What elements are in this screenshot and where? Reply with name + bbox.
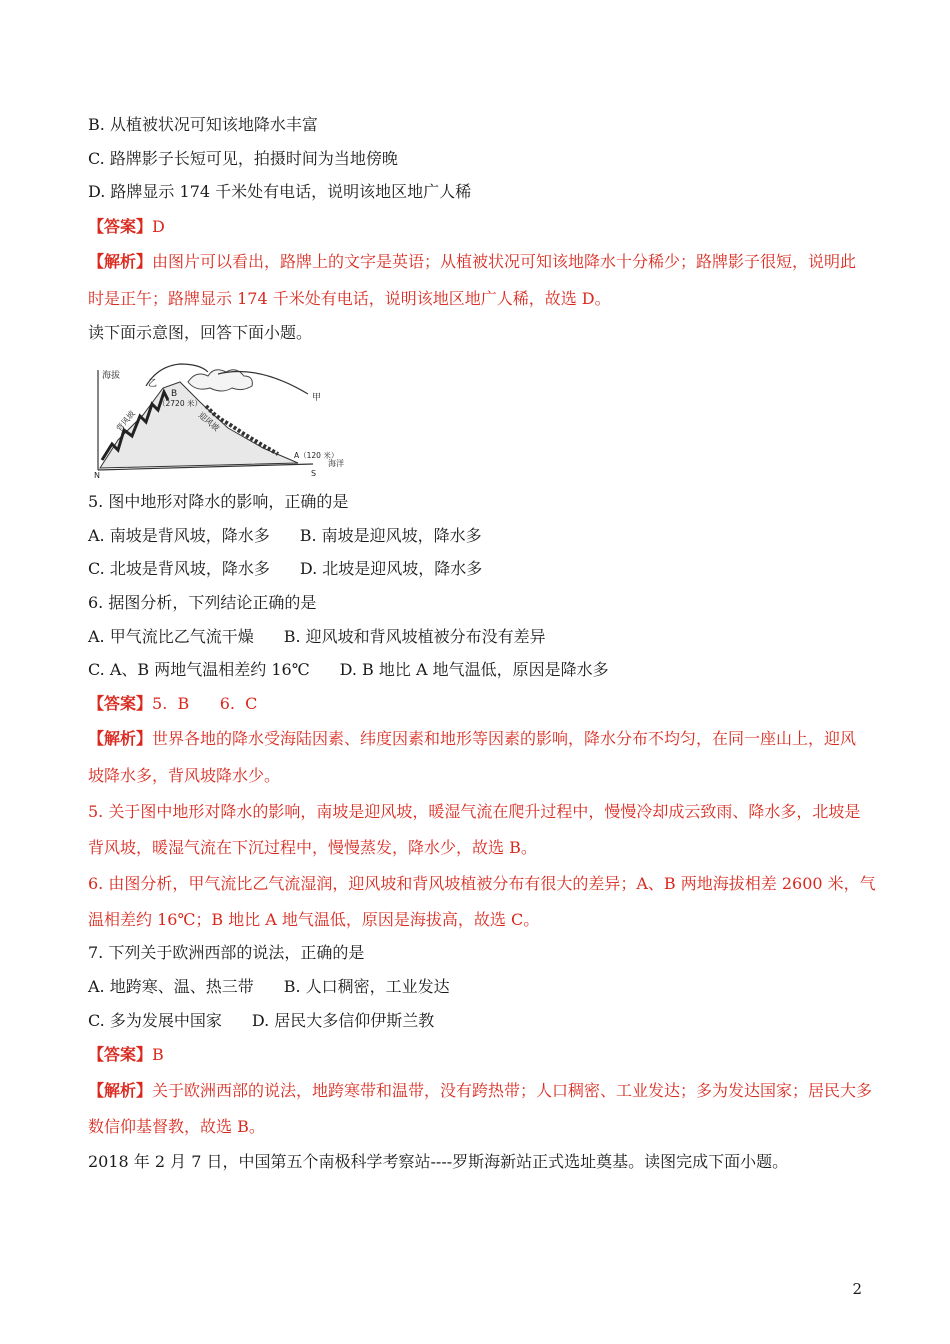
windward-slope-label: 迎风坡 (196, 410, 221, 433)
y-axis-label: 海拔 (102, 371, 121, 381)
answer-text: 5. B 6. C (152, 694, 258, 713)
analysis-6-line-2: 温相差约 16℃；B 地比 A 地气温低，原因是海拔高，故选 C。 (88, 910, 540, 929)
point-a-label: A（120 米） (294, 451, 339, 460)
analysis-7-line-2: 数信仰基督教，故选 B。 (88, 1117, 265, 1136)
analysis-tag: 【解析】 (88, 1081, 153, 1100)
mountain-shape (100, 382, 298, 468)
question-7-option-c: C. 多为发展中国家 (88, 1011, 222, 1030)
answer-tag: 【答案】 (88, 694, 153, 713)
answer-text: D (152, 217, 165, 236)
north-label: N (94, 471, 100, 478)
question-7-options-cd (88, 1010, 434, 1032)
question-7-option-b: B. 人口稠密，工业发达 (283, 977, 450, 996)
answer-5-6 (88, 693, 257, 715)
question-7-option-a: A. 地跨寒、温、热三带 (88, 977, 254, 996)
question-6-option-c: C. A、B 两地气温相差约 16℃ (88, 660, 310, 679)
analysis-4-line-2: 时是正午；路牌显示 174 千米处有电话，说明该地区地广人稀，故选 D。 (88, 289, 611, 308)
analysis-text: 世界各地的降水受海陆因素、纬度因素和地形等因素的影响，降水分布不均匀，在同一座山上，迎风 (152, 729, 857, 748)
peak-label: B (171, 389, 178, 399)
wind-jia-label: 甲 (312, 393, 322, 403)
question-6-stem: 6. 据图分析，下列结论正确的是 (88, 593, 317, 612)
question-4-option-b: B. 从植被状况可知该地降水丰富 (88, 115, 318, 134)
question-6-option-a: A. 甲气流比乙气流干燥 (88, 627, 254, 646)
question-5-options-ab (88, 525, 482, 547)
south-label: S (311, 469, 317, 478)
analysis-text: 关于欧洲西部的说法，地跨寒带和温带，没有跨热带；人口稠密、工业发达；多为发达国家；居民大多 (152, 1081, 873, 1100)
answer-7 (88, 1044, 164, 1066)
analysis-tag: 【解析】 (88, 729, 153, 748)
page-number: 2 (852, 1280, 862, 1298)
answer-4 (88, 216, 165, 238)
answer-tag: 【答案】 (88, 1045, 153, 1064)
question-6-option-b: B. 迎风坡和背风坡植被分布没有差异 (283, 627, 546, 646)
analysis-7-line-1 (88, 1080, 872, 1102)
question-7-option-d: D. 居民大多信仰伊斯兰教 (251, 1011, 435, 1030)
question-5-option-c: C. 北坡是背风坡，降水多 (88, 559, 270, 578)
answer-text: B (152, 1045, 164, 1064)
question-7-options-ab (88, 976, 450, 998)
question-5-option-a: A. 南坡是背风坡，降水多 (88, 526, 270, 545)
question-4-option-c: C. 路牌影子长短可见，拍摄时间为当地傍晚 (88, 149, 398, 168)
analysis-5-line-1: 5. 关于图中地形对降水的影响，南坡是迎风坡，暖湿气流在爬升过程中，慢慢冷却成云致雨、降水多，北坡是 (88, 802, 861, 821)
question-5-option-b: B. 南坡是迎风坡，降水多 (299, 526, 482, 545)
analysis-5-6-line-1 (88, 728, 856, 750)
question-6-options-cd (88, 659, 609, 681)
answer-tag: 【答案】 (88, 217, 153, 236)
leeward-slope-label: 背风坡 (114, 409, 137, 434)
intro-next-questions: 2018 年 2 月 7 日，中国第五个南极科学考察站----罗斯海新站正式选址奠基。读图完成下面小题。 (88, 1152, 789, 1171)
analysis-5-6-line-2: 坡降水多，背风坡降水少。 (88, 766, 281, 785)
question-5-stem: 5. 图中地形对降水的影响，正确的是 (88, 492, 349, 511)
question-5-option-d: D. 北坡是迎风坡，降水多 (299, 559, 483, 578)
question-7-stem: 7. 下列关于欧洲西部的说法，正确的是 (88, 943, 365, 962)
wind-yi-label: 乙 (148, 379, 158, 389)
mountain-diagram (88, 360, 360, 478)
question-6-options-ab (88, 626, 546, 648)
analysis-text: 由图片可以看出，路牌上的文字是英语；从植被状况可知该地降水十分稀少；路牌影子很短，说明此 (152, 252, 857, 271)
intro-questions-5-6: 读下面示意图，回答下面小题。 (88, 323, 313, 342)
question-4-option-d: D. 路牌显示 174 千米处有电话，说明该地区地广人稀 (88, 182, 472, 201)
question-5-options-cd (88, 558, 482, 580)
analysis-6-line-1: 6. 由图分析，甲气流比乙气流湿润，迎风坡和背风坡植被分布有很大的差异；A、B 两地海拔相差 2600 米，气 (88, 874, 876, 893)
question-6-option-d: D. B 地比 A 地气温低，原因是降水多 (339, 660, 609, 679)
ocean-label: 海洋 (328, 459, 344, 468)
peak-altitude: （2720 米） (158, 399, 202, 408)
analysis-tag: 【解析】 (88, 252, 153, 271)
analysis-5-line-2: 背风坡，暖湿气流在下沉过程中，慢慢蒸发，降水少，故选 B。 (88, 838, 537, 857)
analysis-4-line-1 (88, 251, 856, 273)
